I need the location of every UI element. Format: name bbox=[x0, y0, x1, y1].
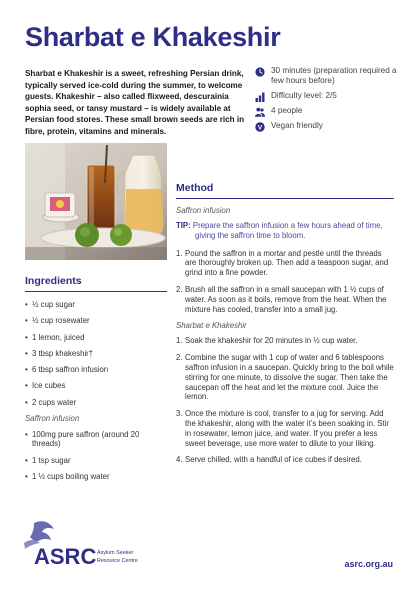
ingredient-item: • 1 ½ cups boiling water bbox=[25, 472, 167, 482]
step-number: 2. bbox=[176, 353, 183, 363]
step-text: Pound the saffron in a mortar and pestle until the threads are thoroughly broken up. Then add a teaspoon sugar, and grind into a fine powder. bbox=[185, 248, 389, 278]
method-step bbox=[176, 336, 394, 346]
clock-icon bbox=[255, 67, 265, 77]
step-number: 1. bbox=[176, 336, 183, 346]
intro-paragraph: Sharbat e Khakeshir is a sweet, refreshing Persian drink, typically served ice-cold during the summer, to welcome guests. Khakeshir – also called flixweed, descurainia sophia seed, or tansy mustard – is widely available at Persian food stores. These small brown seeds are rich in fibre, protein, vitamins and minerals. bbox=[25, 69, 245, 136]
step-text: Combine the sugar with 1 cup of water and 6 tablespoons saffron infusion in a saucepan. Quickly bring to the boil while stirring for one minute, to dissolve the sugar. Then take the saucepan off the heat and let the mixture cool. Juice the lemon. bbox=[185, 353, 394, 402]
step-number: 4. bbox=[176, 455, 183, 465]
ingredient-item: • ½ cup sugar bbox=[25, 300, 167, 310]
step-number: 2. bbox=[176, 284, 183, 294]
step-text: Brush all the saffron in a small saucepan with 1 ½ cups of water. As soon as it boils, remove from the heat. When the mixture has cooled, transfer into a small jug. bbox=[185, 284, 387, 314]
tip-label: TIP: bbox=[176, 221, 191, 230]
meta-difficulty bbox=[255, 91, 405, 102]
ingredient-item: • 1 lemon, juiced bbox=[25, 333, 167, 343]
tip-text: Prepare the saffron infusion a few hours ahead of time, giving the saffron time to bloom. bbox=[190, 221, 383, 240]
ingredient-item: • 3 tbsp khakeshir† bbox=[25, 349, 167, 359]
meta-diet-text: Vegan friendly bbox=[271, 120, 323, 130]
step-text: Once the mixture is cool, transfer to a jug for serving. Add the khakeshir, along with the water it’s been soaking in. Stir in rosewater, lemon juice, and water. If you prefer a less sweet beverage, use more water to dilute to your liking. bbox=[185, 409, 389, 448]
method-drink-subheading: Sharbat e Khakeshir bbox=[176, 321, 247, 331]
ingredients-section bbox=[25, 275, 167, 488]
method-step bbox=[176, 285, 394, 314]
logo-subtext-2: Resource Centre bbox=[97, 558, 138, 564]
step-number: 1. bbox=[176, 248, 183, 258]
logo-subtext-1: Asylum Seeker bbox=[97, 550, 134, 556]
method-heading: Method bbox=[176, 182, 394, 199]
method-step bbox=[176, 409, 394, 448]
step-text: Serve chilled, with a handful of ice cubes if desired. bbox=[185, 455, 362, 465]
saffron-infusion-subheading: Saffron infusion bbox=[25, 414, 80, 424]
people-icon bbox=[255, 107, 265, 117]
meta-time-text: 30 minutes (preparation required a few hours before) bbox=[271, 66, 397, 86]
ingredients-list bbox=[25, 300, 167, 408]
asrc-logo bbox=[20, 513, 170, 573]
method-step bbox=[176, 249, 394, 278]
page-title: Sharbat e Khakeshir bbox=[25, 22, 281, 52]
website-link[interactable]: asrc.org.au bbox=[344, 559, 393, 569]
vegan-icon-letter: V bbox=[257, 124, 263, 132]
recipe-photo bbox=[25, 143, 167, 260]
ingredient-item: • Ice cubes bbox=[25, 381, 167, 391]
ingredient-item: • 2 cups water bbox=[25, 398, 167, 408]
method-step bbox=[176, 353, 394, 402]
ingredients-heading: Ingredients bbox=[25, 275, 167, 292]
bar-chart-icon bbox=[255, 92, 265, 102]
ingredient-item: • 1 tsp sugar bbox=[25, 456, 167, 466]
ingredient-item: • ½ cup rosewater bbox=[25, 316, 167, 326]
step-number: 3. bbox=[176, 409, 183, 419]
method-saffron-subheading: Saffron infusion bbox=[176, 206, 231, 215]
saffron-ingredients-list bbox=[25, 430, 167, 482]
method-section bbox=[176, 182, 394, 472]
step-text: Soak the khakeshir for 20 minutes in ½ cup water. bbox=[185, 336, 358, 346]
ingredient-item: • 6 tbsp saffron infusion bbox=[25, 365, 167, 375]
meta-time bbox=[255, 66, 405, 87]
drink-steps bbox=[176, 336, 394, 465]
recipe-meta bbox=[255, 66, 405, 136]
method-step bbox=[176, 455, 394, 465]
vegan-icon bbox=[255, 122, 265, 132]
logo-text: ASRC bbox=[34, 544, 97, 569]
meta-serves-text: 4 people bbox=[271, 105, 303, 115]
meta-difficulty-text: Difficulty level: 2/5 bbox=[271, 90, 337, 100]
ingredient-item: • 100mg pure saffron (around 20 threads) bbox=[25, 430, 167, 450]
meta-serves bbox=[255, 106, 405, 117]
meta-diet bbox=[255, 121, 405, 132]
tip-note bbox=[176, 221, 394, 241]
saffron-steps bbox=[176, 249, 394, 315]
